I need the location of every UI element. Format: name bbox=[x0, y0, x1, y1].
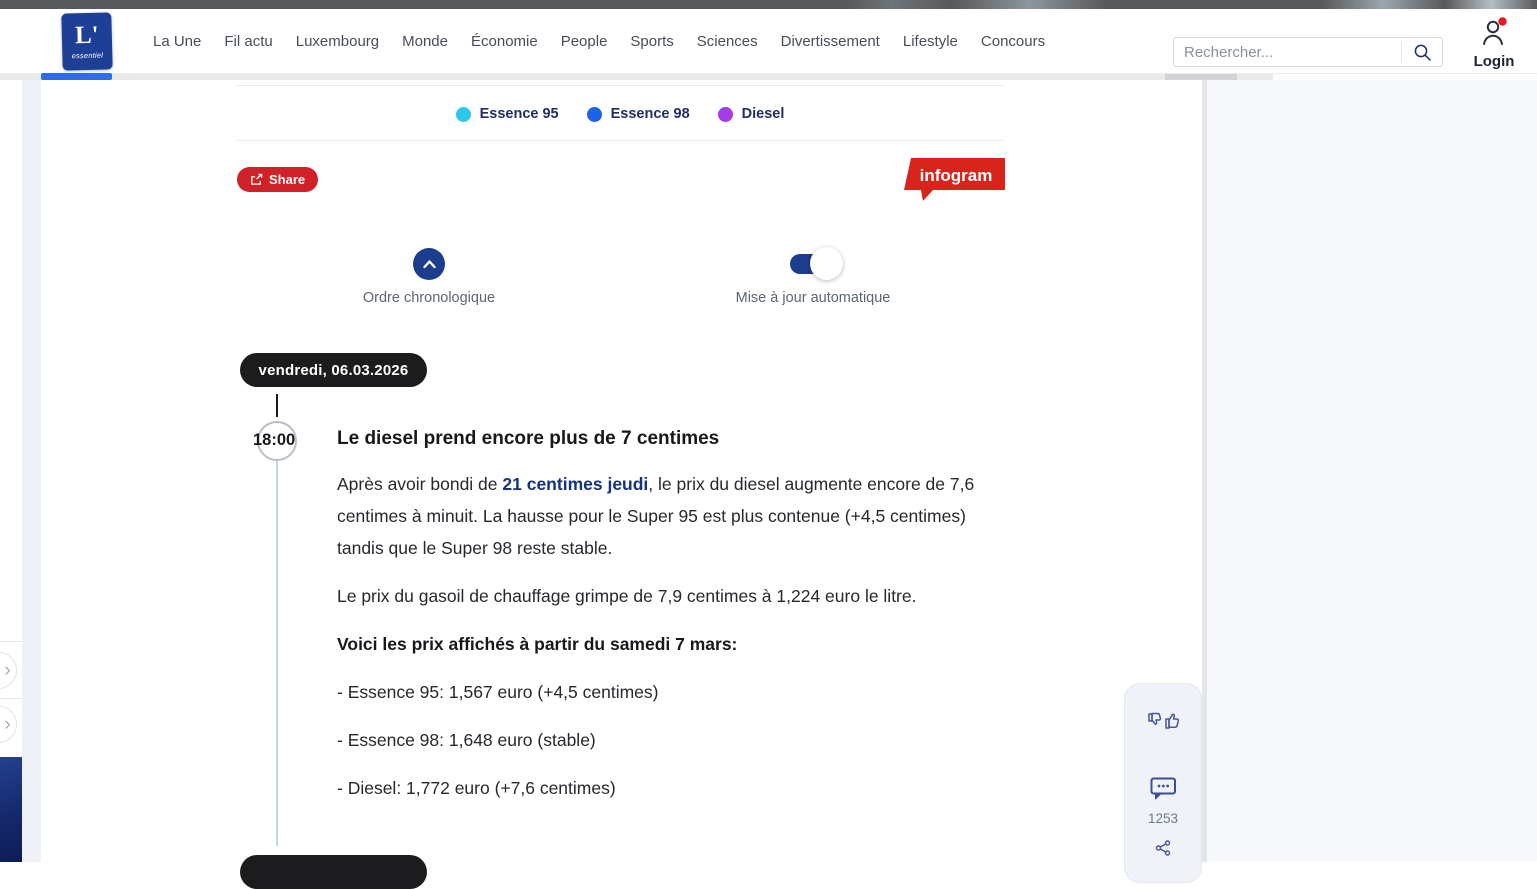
user-icon bbox=[1479, 17, 1509, 47]
infogram-logo[interactable] bbox=[896, 156, 1006, 207]
nav-item-lifestyle[interactable]: Lifestyle bbox=[902, 33, 958, 50]
nav-item-la-une[interactable]: La Une bbox=[153, 33, 202, 50]
nav-item-divertissement[interactable]: Divertissement bbox=[780, 33, 880, 50]
legend-dot-diesel bbox=[718, 107, 733, 122]
nav-item-monde[interactable]: Monde bbox=[402, 33, 448, 50]
login-label: Login bbox=[1473, 53, 1515, 70]
timeline-line bbox=[276, 460, 278, 846]
comments-count: 1253 bbox=[1147, 811, 1179, 826]
nav-item-fil-actu[interactable]: Fil actu bbox=[224, 33, 273, 50]
logo-text-main: L' bbox=[74, 21, 99, 49]
search-box bbox=[1173, 37, 1443, 67]
entry-subhead: Voici les prix affichés à partir du samedi 7 mars: bbox=[337, 634, 738, 654]
left-gutter bbox=[22, 80, 41, 862]
legend-dot-essence-95 bbox=[456, 107, 471, 122]
price-line-essence-98: - Essence 98: 1,648 euro (stable) bbox=[337, 730, 596, 750]
top-banner-strip bbox=[0, 0, 1537, 9]
chevron-up-icon bbox=[420, 257, 439, 271]
comments-button[interactable] bbox=[1150, 777, 1177, 800]
right-background-area bbox=[1207, 80, 1537, 862]
legend-item-essence-98[interactable] bbox=[587, 106, 690, 122]
rail-chevron-button[interactable] bbox=[0, 706, 17, 743]
toggle-knob bbox=[810, 247, 843, 280]
nav-item-luxembourg[interactable]: Luxembourg bbox=[295, 33, 380, 50]
legend-label: Essence 95 bbox=[479, 106, 559, 122]
infogram-wordmark: infogram bbox=[919, 166, 993, 185]
legend-dot-essence-98 bbox=[587, 107, 602, 122]
nav-item-economie[interactable]: Économie bbox=[471, 33, 538, 50]
legend-label: Essence 98 bbox=[610, 106, 690, 122]
navbar bbox=[0, 9, 1537, 74]
nav-item-people[interactable]: People bbox=[560, 33, 608, 50]
article-link[interactable]: 21 centimes jeudi bbox=[502, 474, 649, 494]
nav-item-sports[interactable]: Sports bbox=[630, 33, 674, 50]
timeline-tick bbox=[276, 394, 278, 417]
chart-legend bbox=[237, 106, 1003, 122]
nav-item-sciences[interactable]: Sciences bbox=[696, 33, 758, 50]
auto-update-label: Mise à jour automatique bbox=[735, 290, 891, 306]
site-logo[interactable] bbox=[61, 12, 112, 70]
search-input[interactable] bbox=[1174, 44, 1401, 61]
paragraph-text: , le prix du diesel augmente encore de 7,6 centimes à minuit. La hausse pour le Super 95 est plus contenue (+4,5 centimes) tandis que le Super 98 reste stable. bbox=[337, 474, 975, 558]
date-badge: vendredi, 06.03.2026 bbox=[240, 353, 427, 387]
legend-item-diesel[interactable] bbox=[718, 106, 785, 122]
comment-bubble-icon bbox=[1150, 777, 1177, 800]
login-button[interactable] bbox=[1465, 17, 1523, 70]
chronological-order-label: Ordre chronologique bbox=[362, 290, 496, 306]
nav-active-indicator bbox=[41, 73, 112, 80]
share-icon bbox=[250, 173, 263, 186]
search-button[interactable] bbox=[1402, 38, 1442, 66]
thumbs-up-down-icon bbox=[1147, 709, 1179, 731]
more-actions-button[interactable] bbox=[1155, 840, 1171, 856]
price-line-diesel: - Diesel: 1,772 euro (+7,6 centimes) bbox=[337, 778, 616, 798]
price-line-essence-95: - Essence 95: 1,567 euro (+4,5 centimes) bbox=[337, 682, 659, 702]
auto-update-toggle[interactable] bbox=[790, 247, 838, 281]
nav-item-concours[interactable]: Concours bbox=[980, 33, 1046, 50]
left-rail-divider bbox=[0, 641, 22, 642]
next-date-badge bbox=[240, 855, 427, 889]
main-nav bbox=[153, 9, 1045, 74]
embed-top-border bbox=[237, 85, 1003, 86]
rail-chevron-button[interactable] bbox=[0, 652, 17, 689]
horizontal-scroll-track[interactable] bbox=[0, 74, 1273, 80]
chronological-order-button[interactable] bbox=[413, 248, 445, 280]
notification-dot bbox=[1498, 17, 1506, 25]
share-label: Share bbox=[269, 172, 306, 187]
share-button[interactable] bbox=[237, 167, 318, 192]
left-rail-divider bbox=[0, 698, 22, 699]
legend-item-essence-95[interactable] bbox=[456, 106, 559, 122]
share-nodes-icon bbox=[1155, 840, 1171, 856]
entry-time: 18:00 bbox=[253, 431, 296, 449]
chevron-right-icon: › bbox=[4, 714, 11, 735]
legend-label: Diesel bbox=[741, 106, 785, 122]
like-dislike-button[interactable] bbox=[1147, 709, 1179, 731]
chevron-right-icon: › bbox=[4, 660, 11, 681]
logo-text-sub: essentiel bbox=[71, 50, 104, 60]
paragraph-text: Après avoir bondi de bbox=[337, 474, 503, 494]
embed-separator bbox=[237, 140, 1003, 141]
entry-paragraph-2: Le prix du gasoil de chauffage grimpe de 7,9 centimes à 1,224 euro le litre. bbox=[337, 586, 917, 606]
left-edge-ad-block bbox=[0, 757, 22, 862]
search-icon bbox=[1413, 43, 1432, 62]
entry-body bbox=[337, 468, 1005, 820]
entry-paragraph-1 bbox=[337, 468, 1005, 564]
entry-title: Le diesel prend encore plus de 7 centimes bbox=[337, 428, 720, 449]
reactions-panel bbox=[1124, 683, 1202, 883]
